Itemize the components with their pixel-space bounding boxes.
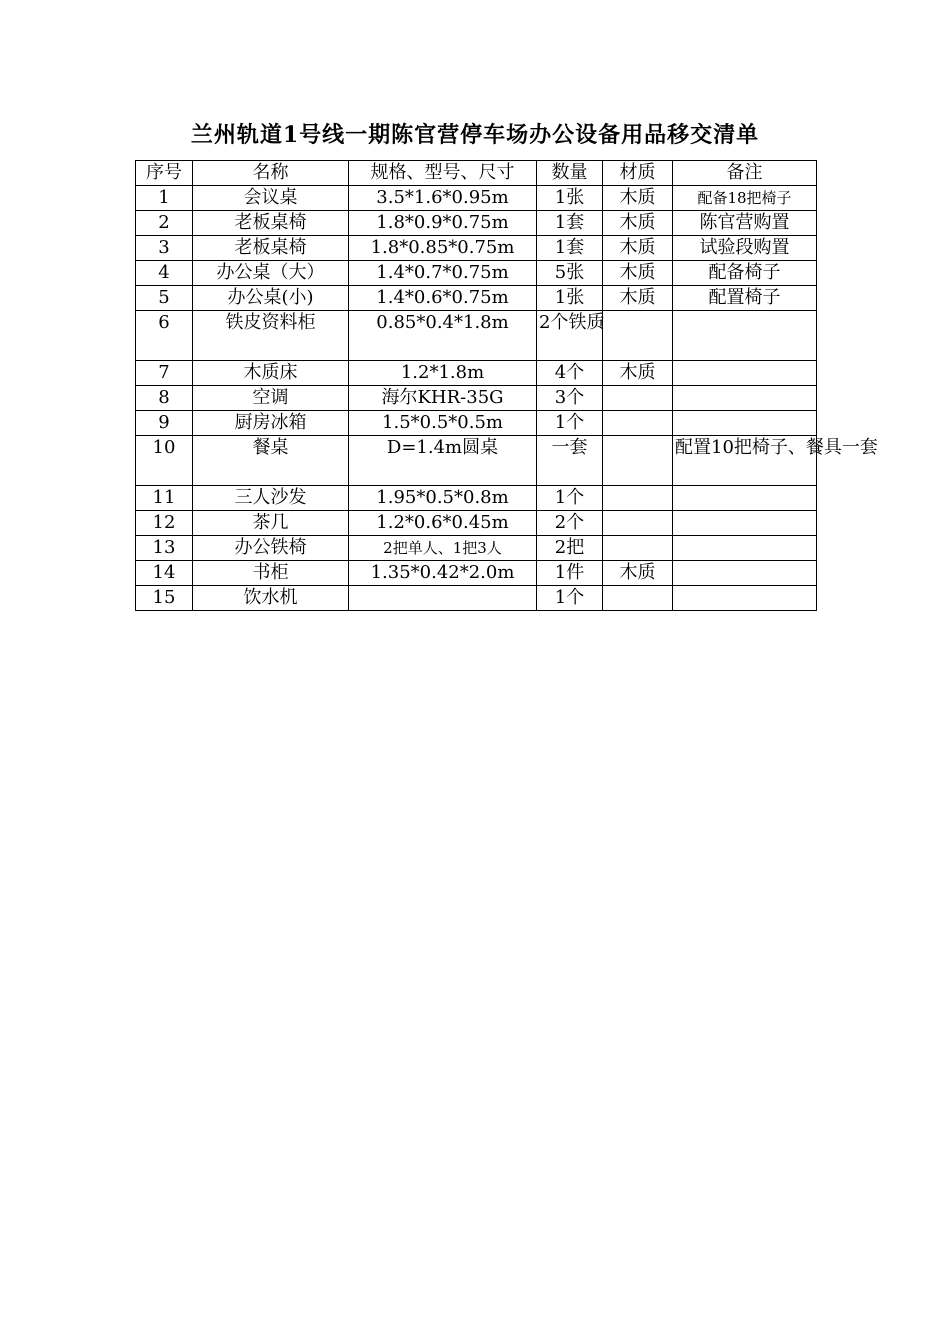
cell-name: 饮水机 <box>193 586 349 611</box>
cell-note <box>673 361 817 386</box>
cell-name: 厨房冰箱 <box>193 411 349 436</box>
cell-spec: 1.4*0.7*0.75m <box>349 261 537 286</box>
cell-note: 试验段购置 <box>673 236 817 261</box>
cell-name: 餐桌 <box>193 436 349 486</box>
inventory-table <box>135 160 878 611</box>
cell-qty: 4个 <box>537 361 603 386</box>
cell-material: 木质 <box>603 236 673 261</box>
cell-note: 陈官营购置 <box>673 211 817 236</box>
cell-material: 木质 <box>603 211 673 236</box>
cell-note: 配置椅子 <box>673 286 817 311</box>
cell-name: 会议桌 <box>193 186 349 211</box>
cell-name: 办公桌(小) <box>193 286 349 311</box>
cell-name: 铁皮资料柜 <box>193 311 349 361</box>
cell-spec <box>349 586 537 611</box>
header-spec: 规格、型号、尺寸 <box>349 161 537 186</box>
cell-material: 木质 <box>603 561 673 586</box>
cell-material <box>603 436 673 486</box>
cell-qty: 1个 <box>537 486 603 511</box>
cell-material <box>603 511 673 536</box>
cell-qty: 一套 <box>537 436 603 486</box>
cell-qty: 1张 <box>537 186 603 211</box>
cell-spec: 1.5*0.5*0.5m <box>349 411 537 436</box>
cell-qty: 1件 <box>537 561 603 586</box>
cell-name: 三人沙发 <box>193 486 349 511</box>
cell-note <box>673 586 817 611</box>
cell-qty: 1个 <box>537 586 603 611</box>
cell-qty: 1套 <box>537 211 603 236</box>
cell-no: 6 <box>136 311 193 361</box>
cell-spec: 海尔KHR-35G <box>349 386 537 411</box>
table-row <box>136 211 817 236</box>
cell-qty: 2个铁质 <box>537 311 603 361</box>
cell-qty: 1个 <box>537 411 603 436</box>
table-row <box>136 236 817 261</box>
cell-spec: 1.35*0.42*2.0m <box>349 561 537 586</box>
cell-no: 7 <box>136 361 193 386</box>
cell-qty: 1张 <box>537 286 603 311</box>
cell-qty: 2把 <box>537 536 603 561</box>
cell-material: 木质 <box>603 286 673 311</box>
cell-no: 5 <box>136 286 193 311</box>
table-row <box>136 586 817 611</box>
cell-qty: 3个 <box>537 386 603 411</box>
cell-material <box>603 536 673 561</box>
table-row <box>136 361 817 386</box>
cell-spec: 1.2*1.8m <box>349 361 537 386</box>
header-note: 备注 <box>673 161 817 186</box>
cell-qty: 5张 <box>537 261 603 286</box>
cell-note <box>673 536 817 561</box>
cell-material: 木质 <box>603 261 673 286</box>
cell-material <box>603 411 673 436</box>
header-material: 材质 <box>603 161 673 186</box>
cell-name: 办公铁椅 <box>193 536 349 561</box>
cell-no: 11 <box>136 486 193 511</box>
table-row <box>136 511 817 536</box>
table-row <box>136 536 817 561</box>
cell-name: 老板桌椅 <box>193 236 349 261</box>
header-qty: 数量 <box>537 161 603 186</box>
table-header-row <box>136 161 817 186</box>
cell-note <box>673 561 817 586</box>
cell-no: 10 <box>136 436 193 486</box>
cell-spec: 2把单人、1把3人 <box>349 536 537 561</box>
cell-material <box>603 311 673 361</box>
cell-spec: 0.85*0.4*1.8m <box>349 311 537 361</box>
cell-spec: 3.5*1.6*0.95m <box>349 186 537 211</box>
cell-no: 8 <box>136 386 193 411</box>
cell-note <box>673 486 817 511</box>
cell-name: 空调 <box>193 386 349 411</box>
cell-qty: 2个 <box>537 511 603 536</box>
cell-qty: 1套 <box>537 236 603 261</box>
cell-no: 2 <box>136 211 193 236</box>
table-row <box>136 386 817 411</box>
cell-spec: 1.8*0.85*0.75m <box>349 236 537 261</box>
cell-material <box>603 486 673 511</box>
table-row <box>136 436 817 486</box>
cell-name: 书柜 <box>193 561 349 586</box>
cell-no: 13 <box>136 536 193 561</box>
cell-name: 木质床 <box>193 361 349 386</box>
table-row <box>136 486 817 511</box>
cell-no: 14 <box>136 561 193 586</box>
table-row <box>136 561 817 586</box>
cell-spec: 1.2*0.6*0.45m <box>349 511 537 536</box>
table-row <box>136 261 817 286</box>
cell-note <box>673 411 817 436</box>
table-row <box>136 311 817 361</box>
header-name: 名称 <box>193 161 349 186</box>
table-row <box>136 286 817 311</box>
cell-no: 1 <box>136 186 193 211</box>
cell-material: 木质 <box>603 361 673 386</box>
cell-name: 办公桌（大） <box>193 261 349 286</box>
cell-note <box>673 511 817 536</box>
cell-name: 老板桌椅 <box>193 211 349 236</box>
cell-note <box>673 386 817 411</box>
cell-spec: 1.95*0.5*0.8m <box>349 486 537 511</box>
table-row <box>136 186 817 211</box>
cell-no: 3 <box>136 236 193 261</box>
header-no: 序号 <box>136 161 193 186</box>
cell-material <box>603 386 673 411</box>
cell-spec: D=1.4m圆桌 <box>349 436 537 486</box>
cell-spec: 1.8*0.9*0.75m <box>349 211 537 236</box>
cell-no: 15 <box>136 586 193 611</box>
document-title: 兰州轨道1号线一期陈官营停车场办公设备用品移交清单 <box>190 122 760 148</box>
cell-material: 木质 <box>603 186 673 211</box>
cell-no: 9 <box>136 411 193 436</box>
cell-no: 4 <box>136 261 193 286</box>
cell-note: 配备椅子 <box>673 261 817 286</box>
cell-note: 配置10把椅子、餐具一套 <box>673 436 817 486</box>
table-row <box>136 411 817 436</box>
cell-note <box>673 311 817 361</box>
cell-no: 12 <box>136 511 193 536</box>
cell-material <box>603 586 673 611</box>
cell-note: 配备18把椅子 <box>673 186 817 211</box>
cell-spec: 1.4*0.6*0.75m <box>349 286 537 311</box>
cell-name: 茶几 <box>193 511 349 536</box>
